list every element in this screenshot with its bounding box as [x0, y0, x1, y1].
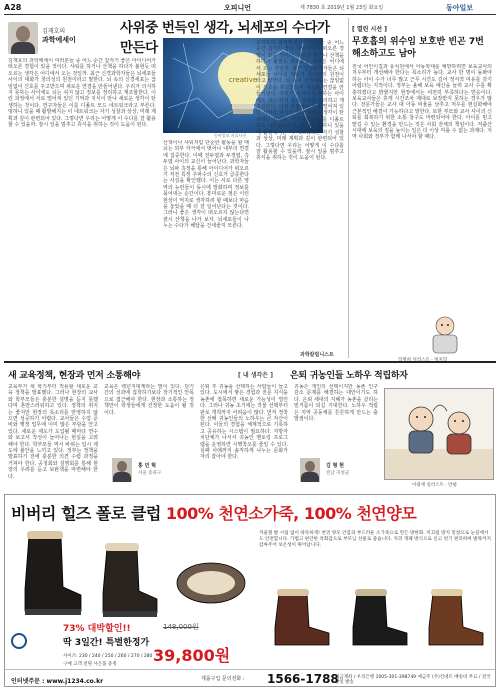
- ad-original-price: 148,000원: [163, 623, 199, 631]
- opinion-left-role: 서울 송파구: [138, 471, 162, 476]
- column-divider: [348, 18, 349, 358]
- header-rule: [4, 14, 496, 15]
- opinion-left-title: 새 교육정책, 현장과 먼저 소통해야: [8, 371, 140, 381]
- opinion-right-body: 은퇴 후 귀농을 선택하는 사람들이 늘고 있다. 도시에서 쌓은 경험과 전문 지식을 농촌에 접목하면 새로운 가능성이 열린다. 그러나 귀농 초기에는 작물 선택부터 판로 개척까지 어려움이 많다. 먼저 정착한 선배 귀농인들의 노하우는 큰 자산이 된다. 이들의 경험을 체계적으로 기록하고 공유하는 시스템이 필요하다. 지방자치단체가 나서서 귀농인 멘토링 프로그램을 운영하면 시행착오를 줄일 수 있다. 실패 사례까지 솔직하게 나누는 문화가 자리 잡아야 한다.: [200, 384, 288, 461]
- column-body-middle: 산책이나 샤워처럼 단순한 활동을 할 때 뇌는 외부 자극에서 벗어나 내부의 연결에 집중한다. 이때 전두엽과 두정엽, 측두엽 사이의 교신이 늘어난다. 과학자들은 뇌파 측정을 통해 아이디어가 떠오르기 직전 특정 주파수의 신호가 급증한다는 사실을 확인했다. 이는 서로 다른 영역의 뉴런들이 동시에 발화하며 정보를 묶어내는 순간이다. 흥미로운 점은 이런 현상이 억지로 생각하려 할 때보다 마음을 놓았을 때 더 잘 일어난다는 것이다. 그러니 좋은 생각이 떠오르지 않는다면 잠시 산책을 나가 보자. 뇌세포들이 나누는 수다가 해답을 건네줄지 모른다.: [163, 140, 249, 230]
- ad-sale-price: 39,800원: [153, 646, 231, 665]
- page-header: [0, 0, 500, 14]
- svg-text:creative: creative: [228, 76, 258, 84]
- ad-footer: [5, 669, 495, 687]
- opinion-right-role: 전남 곡성군: [326, 471, 350, 476]
- masthead: 동아일보: [446, 4, 474, 12]
- column-body-left: 김재호의 과학에세이 여러분들 중 어느 순간 갑자기 좋은 아이디어가 떠오른 경험이 있을 것이다. 샤워를 하거나 산책을 하다가 불현듯 떠오르는 생각은 어디에서 오는 것일까. 최근 신경과학자들은 뇌세포들 사이의 대화가 창의성의 원천이라고 말한다. 뇌 속의 신경세포는 끊임없이 신호를 주고받으며 새로운 연결을 만들어낸다. 우리가 의식하지 못하는 사이에도 뇌는 쉬지 않고 정보를 정리하고 재조합한다. 이런 과정에서 서로 떨어져 있던 기억과 지식이 만나 새로운 생각이 탄생하는 것이다. 연구자들은 이를 디폴트 모드 네트워크라고 부른다. 멍하니 있을 때 활발해지는 이 네트워크는 자기 성찰과 상상, 미래 계획과 깊이 관련되어 있다. 그렇다면 우리는 어떻게 이 수다를 잘 활용할 수 있을까. 잠시 일을 멈추고 휴식을 취하는 것이 도움이 된다.: [8, 58, 156, 129]
- opinion-left-body-2: 교육은 백년지대계라는 말이 있다. 단기간의 성과에 집착하기보다 장기적인 안목으로 접근해야 한다. 현장과 소통하는 정책만이 학생들에게 진정한 도움이 될 것이다.: [104, 384, 194, 416]
- opinion-right-body-2: 귀농은 개인의 선택이지만 농촌 인구 감소 문제를 해결하는 대안이기도 하다. 은퇴 세대의 지혜가 농촌을 살리는 밑거름이 되길 기대한다. 노하우 적립은 지역 공동체를 튼튼하게 만드는 출발점이다.: [294, 384, 378, 423]
- shoe-advertisement[interactable]: [4, 494, 496, 687]
- ad-headline: [11, 501, 416, 524]
- section-rule: [4, 361, 496, 363]
- author-name: 김재호의: [42, 28, 66, 35]
- column-title: 사위중 번득인 생각, 뇌세포의 수다가 만든다: [120, 20, 330, 56]
- sidebar-illustration: [420, 312, 470, 356]
- opinion-left-name: 홍 민 혁: [138, 463, 156, 469]
- boot-image-4: [345, 587, 415, 651]
- boot-image-1: [15, 529, 85, 619]
- opinion-right-title: 은퇴 귀농인들 노하우 적립하자: [290, 371, 408, 381]
- opinion-right-name: 김 형 현: [326, 463, 344, 469]
- ad-sizes: 사이즈: 230 / 240 / 250 / 260 / 270 / 280: [63, 654, 153, 659]
- ad-leather-claim: 100% 천연소가죽,: [165, 504, 299, 523]
- ad-promo: 딱 3일간! 특별한정가: [63, 638, 150, 648]
- sidebar-tag: [ 열린 시선 ]: [352, 26, 387, 33]
- opinion-right-photo: [300, 458, 320, 482]
- ad-brand: 비버리 힐즈 폴로 클럽: [11, 504, 161, 523]
- ad-description: 겨울철 발 시림 없이 따뜻하게! 천연 양모 안감과 부드러운 소가죽으로 만든 방한화. 미끄럼 방지 밑창으로 눈길에서도 안전합니다. 가볍고 편안한 착화감으로 부모님 선물로 좋습니다. 지퍼 개폐 방식으로 신고 벗기 편리하며 발목까지 감싸주어 보온성이 뛰어납니다.: [259, 531, 491, 548]
- opinion-left-photo: [112, 458, 132, 482]
- cartoon-caption: 이광재 일러스트 · 만평: [412, 483, 457, 488]
- boot-image-3: [267, 587, 337, 651]
- column-signature: 과학칼럼니스트: [300, 352, 334, 358]
- opinion-left-body: 교육부가 새 학기부터 적용할 새로운 교육 정책을 발표했다. 그러나 현장의 교사와 학부모들은 충분한 설명을 듣지 못했다며 혼란스러워하고 있다. 정책의 취지는 좋지만 현장의 목소리를 반영하지 않으면 성공하기 어렵다. 교사들은 수업 준비와 행정 업무에 이미 많은 부담을 안고 있다. 새로운 제도가 도입될 때마다 연수와 보고서 작성이 늘어나는 현실을 고려해야 한다. 학부모들 역시 바뀌는 입시 제도에 불안을 느끼고 있다. 정부는 정책을 발표하기 전에 충분한 의견 수렴 과정을 거쳐야 한다. 공청회와 설명회를 통해 현장의 우려를 듣고 보완책을 마련해야 한다.: [8, 384, 98, 480]
- section-name: 오피니언: [224, 4, 252, 12]
- ad-wool-claim: 100% 천연양모: [303, 504, 417, 523]
- page-number: A28: [4, 3, 22, 12]
- sidebar-title: 무호흡의 위수임 보호반 빈곤 7번 해소하고도 남아: [352, 37, 484, 59]
- certification-badge-icon: [11, 633, 27, 649]
- sidebar-body: 전국 어린이집과 유치원에서 아동학대를 예방하려면 보육교사의 처우부터 개선해야 한다는 목소리가 높다. 교사 한 명이 돌봐야 하는 아이 수가 너무 많고 근무 시간도 길어 정서적 여유를 갖기 어렵다는 지적이다. 정부는 올해 보육 예산을 늘려 교사 수를 확충하겠다고 밝혔지만 현장에서는 여전히 부족하다는 반응이다. 보육교사들은 휴게 시간조차 제대로 보장받지 못하는 경우가 많다. 전문가들은 교사 대 아동 비율을 낮추고 처우를 현실화해야 근본적인 해결이 가능하다고 말한다. 또한 부모와 교사 사이의 신뢰를 회복하기 위한 소통 창구도 마련되어야 한다. 아이를 믿고 맡길 수 있는 환경을 만드는 것은 사회 전체의 책임이다. 저출산 시대에 보육의 질을 높이는 일은 더 이상 미룰 수 없는 과제다. 지역 사회와 정부가 함께 나서야 할 때다.: [352, 64, 492, 141]
- opinion-tag: [ 내 생각은 ]: [238, 372, 273, 379]
- ad-gift: 구매 고객 전원 사은품 증정: [63, 662, 117, 667]
- ad-phone-number[interactable]: 1566-1788: [267, 672, 339, 686]
- author-photo: [8, 22, 38, 54]
- ad-discount: 73% 대박할인!!: [63, 624, 131, 634]
- column-series: 과학에세이: [42, 36, 76, 44]
- ad-phone-label: 제품구입 문의전화 :: [201, 676, 245, 682]
- ad-bank-info: 입금계좌 / 우리은행 1005-301-398749 예금주 (주)진네트 배송비 무료 / 전국 당일 발송: [335, 675, 491, 685]
- column-body-right: 김재호의 과학에세이 여러분들 중 어느 순간 갑자기 좋은 아이디어가 떠오른 경험이 있을 것이다. 샤워를 하거나 산책을 하다가 불현듯 떠오르는 생각은 어디에서 오는 것일까. 최근 신경과학자들은 뇌세포들 사이의 대화가 창의성의 원천이라고 말한다. 뇌 속의 신경세포는 끊임없이 신호를 주고받으며 새로운 연결을 만들어낸다. 우리가 의식하지 못하는 사이에도 뇌는 쉬지 않고 정보를 정리하고 재조합한다. 이런 과정에서 서로 떨어져 있던 기억과 지식이 만나 새로운 생각이 탄생하는 것이다. 연구자들은 이를 디폴트 모드 네트워크라고 부른다. 멍하니 있을 때 활발해지는 이 네트워크는 자기 성찰과 상상, 미래 계획과 깊이 관련되어 있다. 그렇다면 우리는 어떻게 이 수다를 잘 활용할 수 있을까. 잠시 일을 멈추고 휴식을 취하는 것이 도움이 된다.: [256, 40, 344, 162]
- editorial-cartoon: [384, 388, 494, 480]
- image-caption: 동아일보 자료사진: [214, 133, 247, 138]
- ad-website-link[interactable]: 인터넷주문 : www.j1234.co.kr: [11, 678, 104, 685]
- boot-image-2: [93, 541, 163, 621]
- issue-info: 제 7830 호 2019년 1월 23일 화요일: [300, 5, 384, 11]
- boot-sole-image: [173, 549, 249, 609]
- boot-image-5: [421, 587, 491, 651]
